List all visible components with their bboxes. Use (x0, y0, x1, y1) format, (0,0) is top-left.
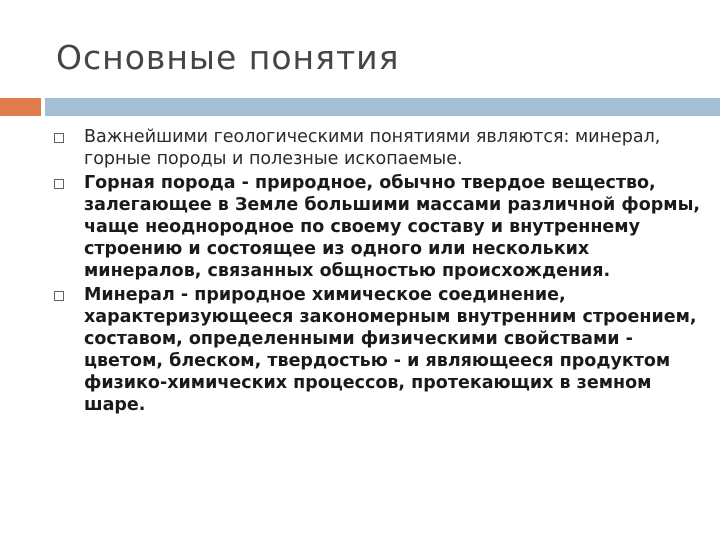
slide-title: Основные понятия (56, 38, 400, 77)
bullet-item (50, 126, 710, 170)
hollow-square-bullet-icon (54, 291, 64, 301)
hollow-square-bullet-icon (54, 179, 64, 189)
bullet-item (50, 284, 710, 416)
bullet-list (50, 126, 710, 418)
hollow-square-bullet-icon (54, 133, 64, 143)
bullet-text: Важнейшими геологическими понятиями являются: минерал, горные породы и полезные ископаемые. (84, 127, 661, 169)
title-accent-bar (0, 98, 41, 116)
bullet-item (50, 172, 710, 282)
title-rule-bar (45, 98, 720, 116)
bullet-text: Горная порода - природное, обычно твердое вещество, залегающее в Земле большими массами различной формы, чаще неоднородное по своему составу и внутреннему строению и состоящее из одного или нескольких минералов, связанных общностью происхождения. (84, 173, 701, 281)
bullet-text: Минерал - природное химическое соединение, характеризующееся закономерным внутренним строением, составом, определенными физическими свойствами - цветом, блеском, твердостью - и являющееся продуктом физико-химических процессов, протекающих в земном шаре. (84, 285, 697, 415)
